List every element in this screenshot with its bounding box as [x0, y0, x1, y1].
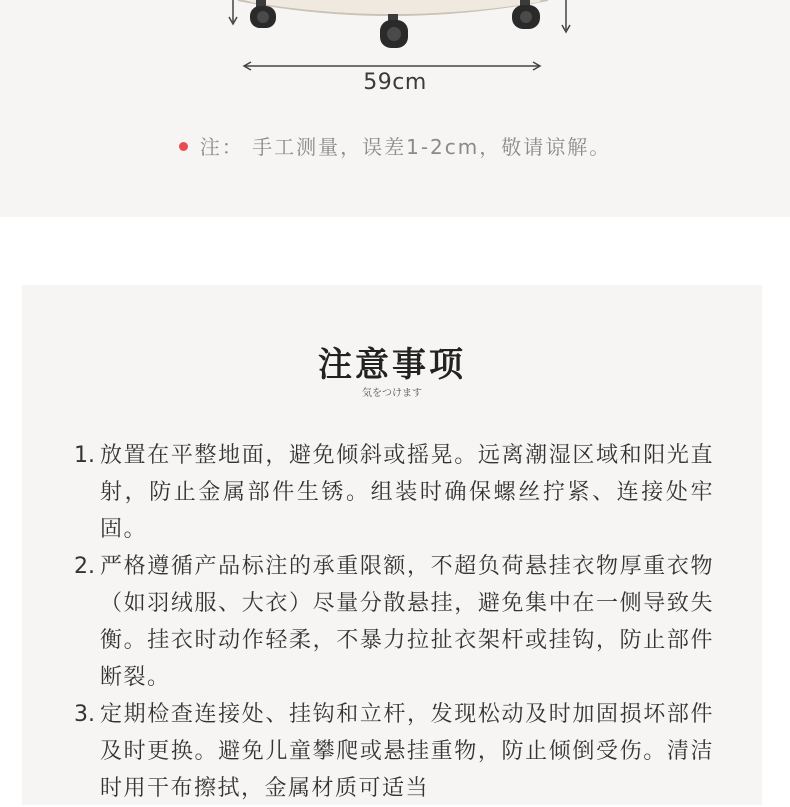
note-bullet-icon	[179, 142, 188, 151]
measurement-note-text: 注： 手工测量，误差1-2cm，敬请谅解。	[199, 135, 612, 159]
precaution-text: 定期检查连接处、挂钩和立杆，发现松动及时加固损坏部件及时更换。避免儿童攀爬或悬挂重物，防止倾倒受伤。清洁时用干布擦拭，金属材质可适当	[100, 702, 714, 801]
width-measure-arrows	[0, 0, 790, 80]
precaution-number: 2.	[74, 554, 95, 579]
measurement-note	[0, 131, 790, 160]
precautions-list	[74, 437, 714, 807]
precaution-number: 1.	[74, 443, 95, 468]
precautions-subtitle: 気をつけます	[362, 388, 422, 399]
width-dimension-label: 59cm	[363, 70, 427, 95]
precautions-panel	[22, 285, 762, 805]
precautions-title: 注意事项	[318, 345, 466, 385]
precaution-number: 3.	[74, 702, 95, 727]
precaution-item	[74, 548, 714, 696]
precaution-text: 放置在平整地面，避免倾斜或摇晃。远离潮湿区域和阳光直射，防止金属部件生锈。组装时确保螺丝拧紧、连接处牢固。	[100, 443, 714, 542]
precaution-item	[74, 696, 714, 807]
precaution-item	[74, 437, 714, 548]
product-dimension-section	[0, 0, 790, 217]
precaution-text: 严格遵循产品标注的承重限额，不超负荷悬挂衣物厚重衣物（如羽绒服、大衣）尽量分散悬挂，避免集中在一侧导致失衡。挂衣时动作轻柔，不暴力拉扯衣架杆或挂钩，防止部件断裂。	[100, 554, 714, 690]
